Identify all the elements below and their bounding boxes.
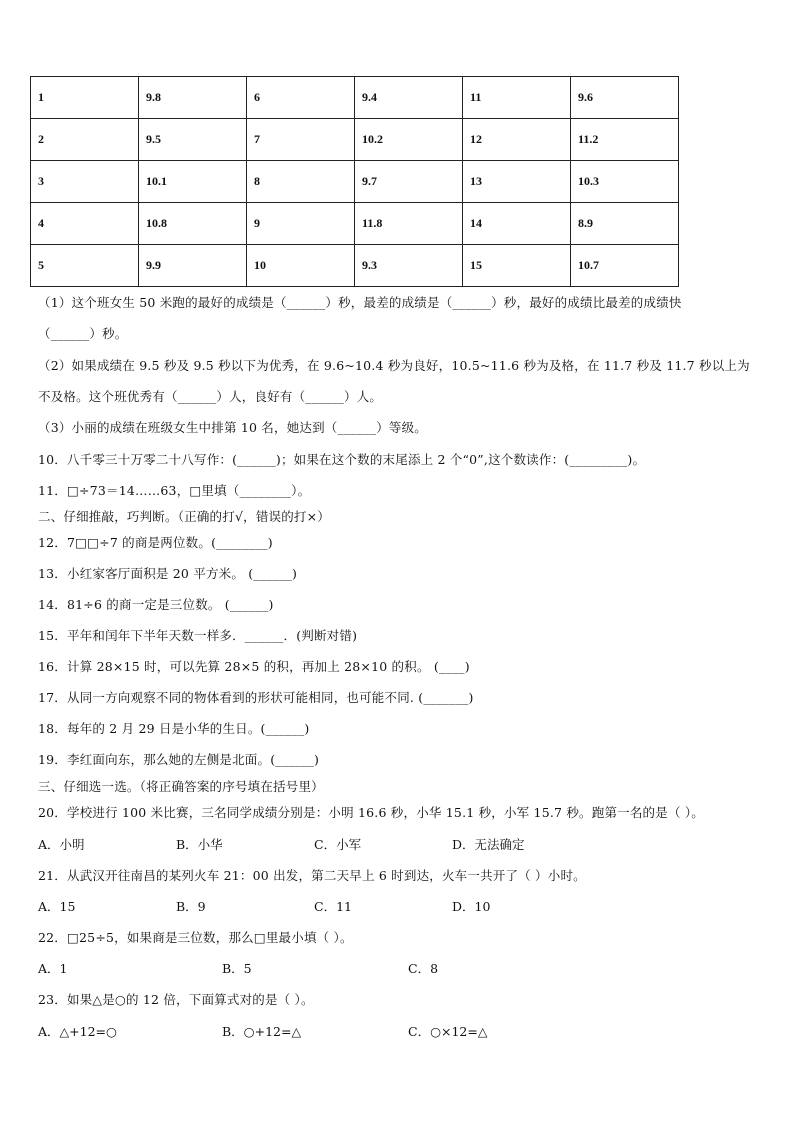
- table-cell: 11.2: [571, 119, 679, 161]
- table-cell: 2: [31, 119, 139, 161]
- option-b: B．○+12=△: [222, 1024, 302, 1039]
- section-3-heading: 三、仔细选一选。（将正确答案的序号填在括号里）: [38, 779, 324, 794]
- option-b: B．9: [176, 899, 206, 914]
- option-c: C．○×12=△: [408, 1024, 488, 1039]
- table-cell: 11: [463, 77, 571, 119]
- table-cell: 10.2: [355, 119, 463, 161]
- table-cell: 9.4: [355, 77, 463, 119]
- option-d: D．无法确定: [452, 837, 525, 852]
- question-11: 11．□÷73＝14……63，□里填（________）。: [38, 483, 311, 498]
- question-12: 12．7□□÷7 的商是两位数。(________): [38, 535, 273, 550]
- question-2-line-1: （2）如果成绩在 9.5 秒及 9.5 秒以下为优秀，在 9.6~10.4 秒为良好，10.5~11.6 秒为及格，在 11.7 秒及 11.7 秒以上为: [38, 358, 750, 373]
- table-cell: 10.7: [571, 245, 679, 287]
- table-cell: 12: [463, 119, 571, 161]
- question-16: 16．计算 28×15 时，可以先算 28×5 的积，再加上 28×10 的积。 (____): [38, 659, 470, 674]
- question-15: 15．平年和闰年下半年天数一样多．______．(判断对错): [38, 628, 358, 643]
- table-row: [31, 161, 679, 203]
- question-3: （3）小丽的成绩在班级女生中排第 10 名，她达到（______）等级。: [38, 420, 428, 435]
- table-cell: 15: [463, 245, 571, 287]
- question-2-line-2: 不及格。这个班优秀有（______）人，良好有（______）人。: [38, 389, 383, 404]
- table-cell: 7: [247, 119, 355, 161]
- table-cell: 9.8: [139, 77, 247, 119]
- table-cell: 14: [463, 203, 571, 245]
- table-cell: 4: [31, 203, 139, 245]
- option-b: B．小华: [176, 837, 223, 852]
- question-14: 14．81÷6 的商一定是三位数。 (______): [38, 597, 274, 612]
- option-a: A．△+12=○: [38, 1024, 117, 1039]
- table-cell: 10.1: [139, 161, 247, 203]
- question-18: 18．每年的 2 月 29 日是小华的生日。(______): [38, 721, 310, 736]
- table-cell: 5: [31, 245, 139, 287]
- question-13: 13．小红家客厅面积是 20 平方米。 (______): [38, 566, 298, 581]
- table-cell: 9.9: [139, 245, 247, 287]
- question-21: 21．从武汉开往南昌的某列火车 21：00 出发，第二天早上 6 时到达，火车一共开了（ ）小时。: [38, 868, 586, 883]
- table-cell: 10.8: [139, 203, 247, 245]
- option-c: C．8: [408, 961, 439, 976]
- question-22: 22．□25÷5，如果商是三位数，那么□里最小填（ ）。: [38, 930, 353, 945]
- question-20: 20．学校进行 100 米比赛，三名同学成绩分别是：小明 16.6 秒，小华 15.1 秒，小军 15.7 秒。跑第一名的是（ ）。: [38, 805, 704, 820]
- table-cell: 10: [247, 245, 355, 287]
- question-17: 17．从同一方向观察不同的物体看到的形状可能相同，也可能不同. (_______): [38, 690, 474, 705]
- table-cell: 9.3: [355, 245, 463, 287]
- table-cell: 1: [31, 77, 139, 119]
- table-row: [31, 203, 679, 245]
- table-cell: 3: [31, 161, 139, 203]
- table-cell: 13: [463, 161, 571, 203]
- option-b: B．5: [222, 961, 252, 976]
- score-table: [30, 76, 679, 287]
- option-a: A．1: [38, 961, 68, 976]
- table-row: [31, 77, 679, 119]
- table-cell: 9.7: [355, 161, 463, 203]
- question-19: 19．李红面向东，那么她的左侧是北面。(______): [38, 752, 320, 767]
- table-cell: 9.6: [571, 77, 679, 119]
- section-2-heading: 二、仔细推敲，巧判断。（正确的打√，错误的打×）: [38, 509, 330, 524]
- question-10: 10．八千零三十万零二十八写作：(______)；如果在这个数的末尾添上 2 个“0”,这个数读作：(_________)。: [38, 452, 646, 467]
- option-a: A．小明: [38, 837, 85, 852]
- question-1-line-2: （______）秒。: [38, 326, 128, 341]
- option-a: A．15: [38, 899, 76, 914]
- question-1-line-1: （1）这个班女生 50 米跑的最好的成绩是（______）秒，最差的成绩是（______）秒，最好的成绩比最差的成绩快: [38, 295, 682, 310]
- option-d: D．10: [452, 899, 491, 914]
- question-23: 23．如果△是○的 12 倍，下面算式对的是（ ）。: [38, 992, 314, 1007]
- option-c: C．小军: [314, 837, 362, 852]
- table-cell: 11.8: [355, 203, 463, 245]
- option-c: C．11: [314, 899, 352, 914]
- table-cell: 9.5: [139, 119, 247, 161]
- table-row: [31, 119, 679, 161]
- table-cell: 6: [247, 77, 355, 119]
- table-cell: 10.3: [571, 161, 679, 203]
- table-cell: 8.9: [571, 203, 679, 245]
- table-row: [31, 245, 679, 287]
- table-cell: 8: [247, 161, 355, 203]
- table-cell: 9: [247, 203, 355, 245]
